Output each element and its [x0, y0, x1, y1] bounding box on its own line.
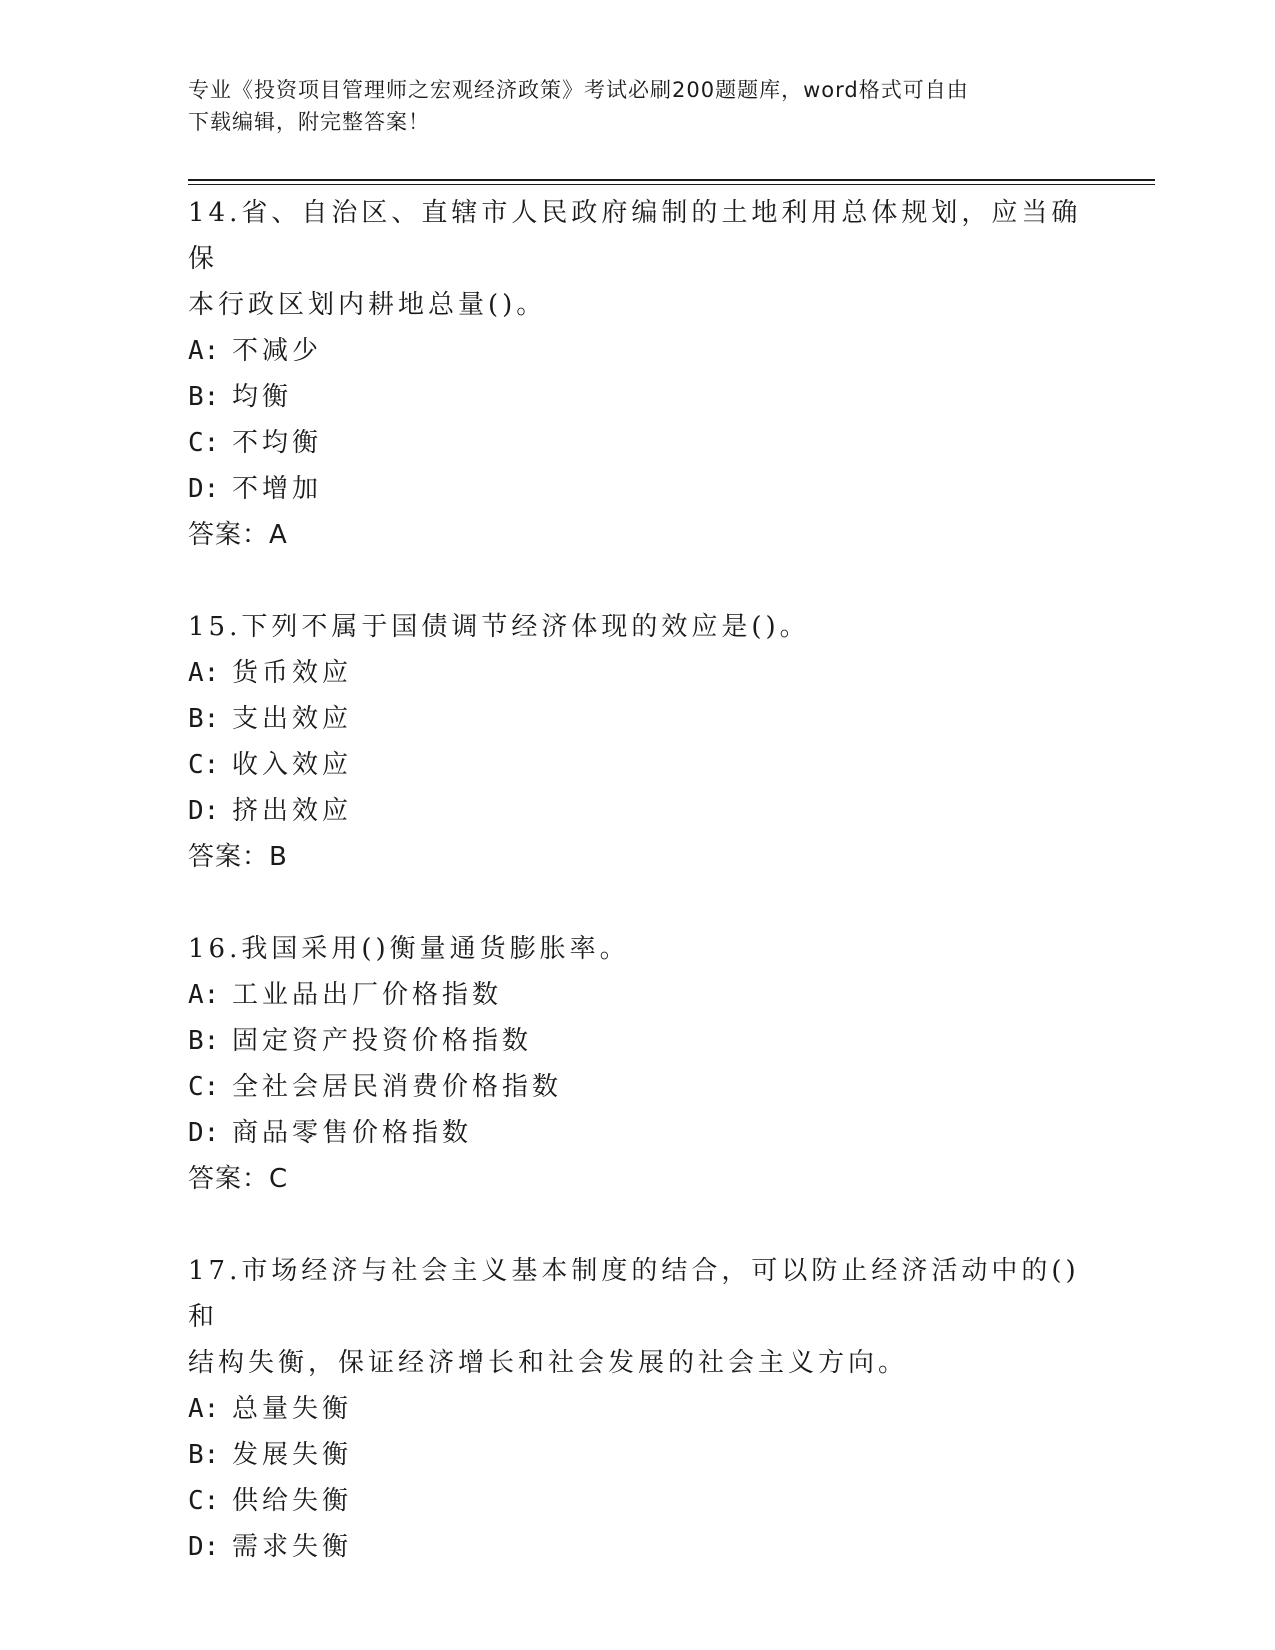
question-text-line-1: 15.下列不属于国债调节经济体现的效应是()。 [188, 612, 810, 642]
option-c [188, 1064, 1088, 1110]
option-c [188, 742, 1088, 788]
option-text: 均衡 [232, 382, 293, 412]
option-key: B: [188, 1026, 220, 1056]
option-b [188, 1432, 1088, 1478]
option-text: 发展失衡 [232, 1440, 353, 1470]
option-key: C: [188, 1072, 220, 1102]
question-text-line-2: 结构失衡，保证经济增长和社会发展的社会主义方向。 [188, 1348, 909, 1378]
answer-line: 答案：C [188, 1164, 289, 1194]
question-text-line-2: 本行政区划内耕地总量()。 [188, 290, 547, 320]
option-text: 不均衡 [232, 428, 323, 458]
option-key: C: [188, 428, 220, 458]
question-14 [188, 190, 1088, 558]
option-d [188, 1110, 1088, 1156]
question-text [188, 190, 1088, 328]
option-key: A: [188, 658, 220, 688]
option-d [188, 466, 1088, 512]
option-text: 需求失衡 [232, 1532, 353, 1562]
option-key: B: [188, 382, 220, 412]
option-key: A: [188, 1394, 220, 1424]
option-c [188, 420, 1088, 466]
option-b [188, 696, 1088, 742]
question-text [188, 926, 1088, 972]
option-key: D: [188, 1532, 220, 1562]
header-line-2: 下载编辑，附完整答案！ [188, 110, 430, 134]
option-key: D: [188, 796, 220, 826]
header-divider-thick [188, 179, 1155, 181]
option-b [188, 1018, 1088, 1064]
question-text-line-1: 17.市场经济与社会主义基本制度的结合，可以防止经济活动中的()和 [188, 1256, 1080, 1332]
option-d [188, 1524, 1088, 1570]
answer-line: 答案：B [188, 842, 288, 872]
question-15 [188, 604, 1088, 880]
header-line-1: 专业《投资项目管理师之宏观经济政策》考试必刷200题题库，word格式可自由 [188, 78, 969, 102]
option-a [188, 972, 1088, 1018]
option-key: B: [188, 704, 220, 734]
option-text: 工业品出厂价格指数 [232, 980, 503, 1010]
answer-line: 答案：A [188, 520, 288, 550]
option-key: D: [188, 1118, 220, 1148]
question-17 [188, 1248, 1088, 1570]
option-text: 货币效应 [232, 658, 353, 688]
header-divider-thin [188, 184, 1155, 185]
option-key: B: [188, 1440, 220, 1470]
option-key: A: [188, 980, 220, 1010]
question-text [188, 1248, 1088, 1386]
option-key: C: [188, 1486, 220, 1516]
option-text: 供给失衡 [232, 1486, 353, 1516]
option-text: 固定资产投资价格指数 [232, 1026, 533, 1056]
question-text-line-1: 14.省、自治区、直辖市人民政府编制的土地利用总体规划，应当确保 [188, 198, 1082, 274]
option-a [188, 328, 1088, 374]
question-text [188, 604, 1088, 650]
option-key: D: [188, 474, 220, 504]
question-list [188, 190, 1088, 1616]
question-16 [188, 926, 1088, 1202]
option-text: 商品零售价格指数 [232, 1118, 473, 1148]
option-text: 总量失衡 [232, 1394, 353, 1424]
option-key: C: [188, 750, 220, 780]
option-text: 收入效应 [232, 750, 353, 780]
document-header [188, 74, 1088, 138]
option-d [188, 788, 1088, 834]
option-b [188, 374, 1088, 420]
option-text: 不增加 [232, 474, 323, 504]
option-text: 支出效应 [232, 704, 353, 734]
option-text: 不减少 [232, 336, 323, 366]
option-a [188, 1386, 1088, 1432]
option-text: 挤出效应 [232, 796, 353, 826]
option-a [188, 650, 1088, 696]
option-key: A: [188, 336, 220, 366]
option-text: 全社会居民消费价格指数 [232, 1072, 563, 1102]
option-c [188, 1478, 1088, 1524]
question-text-line-1: 16.我国采用()衡量通货膨胀率。 [188, 934, 630, 964]
